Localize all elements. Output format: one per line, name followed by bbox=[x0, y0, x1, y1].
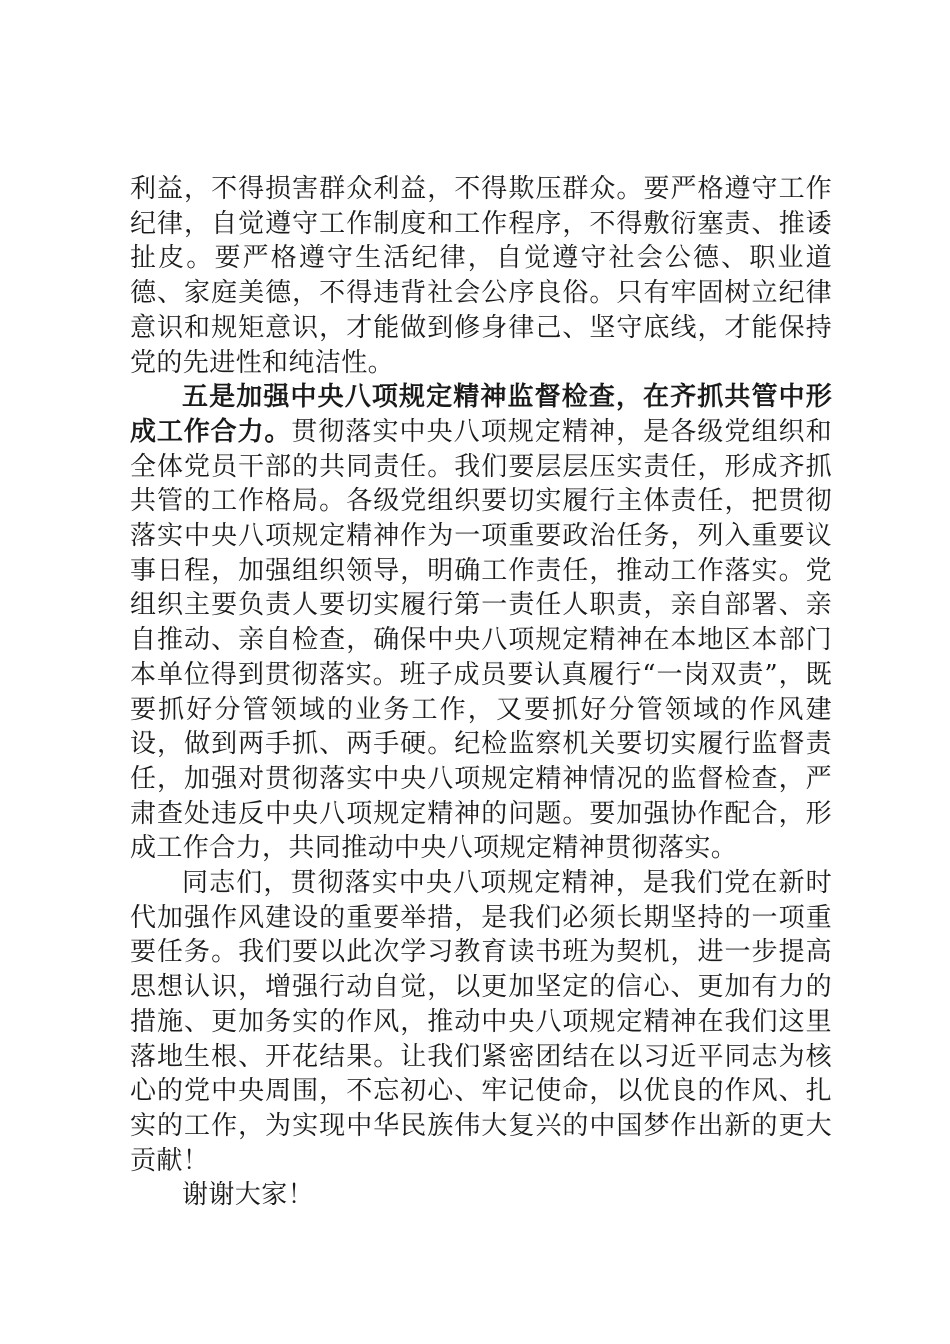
paragraph-point-five bbox=[130, 380, 832, 866]
paragraph-conclusion bbox=[130, 866, 832, 1178]
paragraph-discipline-closing bbox=[130, 172, 832, 380]
paragraph-text: 利益，不得损害群众利益，不得欺压群众。要严格遵守工作纪律，自觉遵守工作制度和工作程序，不得敷衍塞责、推诿扯皮。要严格遵守生活纪律，自觉遵守社会公德、职业道德、家庭美德，不得违背社会公序良俗。只有牢固树立纪律意识和规矩意识，才能做到修身律己、坚守底线，才能保持党的先进性和纯洁性。 bbox=[130, 174, 832, 378]
paragraph-thanks bbox=[130, 1178, 832, 1213]
document-page bbox=[130, 172, 832, 1213]
paragraph-text: 同志们，贯彻落实中央八项规定精神，是我们党在新时代加强作风建设的重要举措，是我们必须长期坚持的一项重要任务。我们要以此次学习教育读书班为契机，进一步提高思想认识，增强行动自觉，以更加坚定的信心、更加有力的措施、更加务实的作风，推动中央八项规定精神在我们这里落地生根、开花结果。让我们紧密团结在以习近平同志为核心的党中央周围，不忘初心、牢记使命，以优良的作风、扎实的工作，为实现中华民族伟大复兴的中国梦作出新的更大贡献！ bbox=[130, 868, 832, 1176]
section-heading: 五是加强中央八项规定精神监督检查，在齐抓共管中形成工作合力。 bbox=[130, 382, 832, 447]
paragraph-text: 谢谢大家！ bbox=[182, 1180, 315, 1211]
paragraph-text: 贯彻落实中央八项规定精神，是各级党组织和全体党员干部的共同责任。我们要层层压实责任，形成齐抓共管的工作格局。各级党组织要切实履行主体责任，把贯彻落实中央八项规定精神作为一项重要政治任务，列入重要议事日程，加强组织领导，明确工作责任，推动工作落实。党组织主要负责人要切实履行第一责任人职责，亲自部署、亲自推动、亲自检查，确保中央八项规定精神在本地区本部门本单位得到贯彻落实。班子成员要认真履行“一岗双责”，既要抓好分管领域的业务工作，又要抓好分管领域的作风建设，做到两手抓、两手硬。纪检监察机关要切实履行监督责任，加强对贯彻落实中央八项规定精神情况的监督检查，严肃查处违反中央八项规定精神的问题。要加强协作配合，形成工作合力，共同推动中央八项规定精神贯彻落实。 bbox=[130, 416, 832, 864]
